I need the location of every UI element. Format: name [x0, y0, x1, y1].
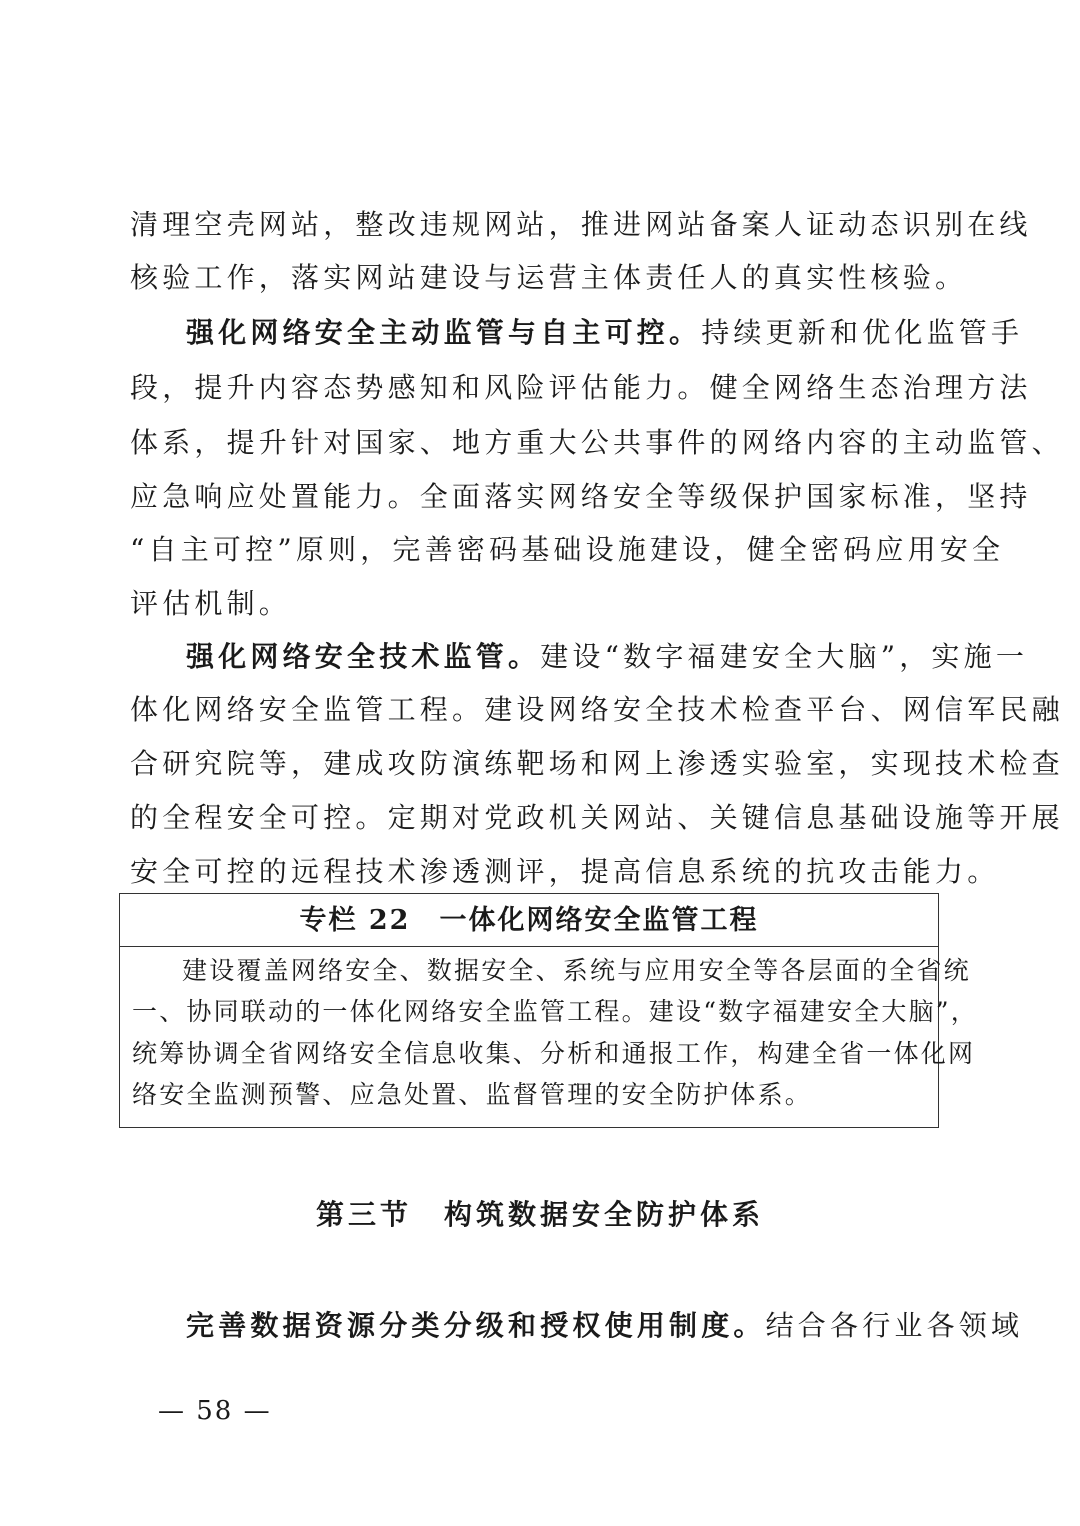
paragraph-lead-line — [186, 640, 1029, 674]
page-number: — 58 — — [158, 1396, 272, 1426]
paragraph-line: 体化网络安全监管工程。建设网络安全技术检查平台、网信军民融 — [130, 693, 1064, 726]
paragraph-lead-line — [186, 316, 1024, 350]
paragraph-heading: 强化网络安全技术监管。 — [186, 640, 541, 673]
paragraph-text: 建设“数字福建安全大脑”，实施一 — [540, 640, 1029, 673]
column-box-line: 络安全监测预警、应急处置、监督管理的安全防护体系。 — [132, 1080, 813, 1109]
paragraph-line: “自主可控”原则，完善密码基础设施建设，健全密码应用安全 — [130, 533, 1005, 566]
paragraph-heading: 强化网络安全主动监管与自主可控。 — [186, 316, 702, 349]
paragraph-line: 清理空壳网站，整改违规网站，推进网站备案人证动态识别在线 — [130, 208, 1032, 241]
paragraph-line: 应急响应处置能力。全面落实网络安全等级保护国家标准，坚持 — [130, 480, 1032, 513]
paragraph-line: 体系，提升针对国家、地方重大公共事件的网络内容的主动监管、 — [130, 426, 1064, 459]
paragraph-line: 段，提升内容态势感知和风险评估能力。健全网络生态治理方法 — [130, 371, 1032, 404]
column-box-line: 建设覆盖网络安全、数据安全、系统与应用安全等各层面的全省统 — [182, 956, 971, 985]
paragraph-line: 评估机制。 — [130, 587, 292, 620]
paragraph-line: 核验工作，落实网站建设与运营主体责任人的真实性核验。 — [130, 261, 968, 294]
paragraph-heading: 完善数据资源分类分级和授权使用制度。 — [186, 1309, 766, 1342]
paragraph-line: 的全程安全可控。定期对党政机关网站、关键信息基础设施等开展 — [130, 801, 1064, 834]
paragraph-lead-line — [186, 1309, 1024, 1343]
column-box — [119, 893, 978, 1128]
column-box-line: 统筹协调全省网络安全信息收集、分析和通报工作，构建全省一体化网 — [132, 1039, 976, 1068]
paragraph-line: 安全可控的远程技术渗透测评，提高信息系统的抗攻击能力。 — [130, 855, 1000, 888]
paragraph-text: 结合各行业各领域 — [765, 1309, 1024, 1342]
paragraph-line: 合研究院等，建成攻防演练靶场和网上渗透实验室，实现技术检查 — [130, 747, 1064, 780]
column-box-title: 专栏 22 一体化网络安全监管工程 — [120, 894, 938, 947]
section-title: 第三节 构筑数据安全防护体系 — [315, 1198, 764, 1231]
column-box-line: 一、协同联动的一体化网络安全监管工程。建设“数字福建安全大脑”， — [132, 997, 978, 1026]
paragraph-text: 持续更新和优化监管手 — [701, 316, 1024, 349]
